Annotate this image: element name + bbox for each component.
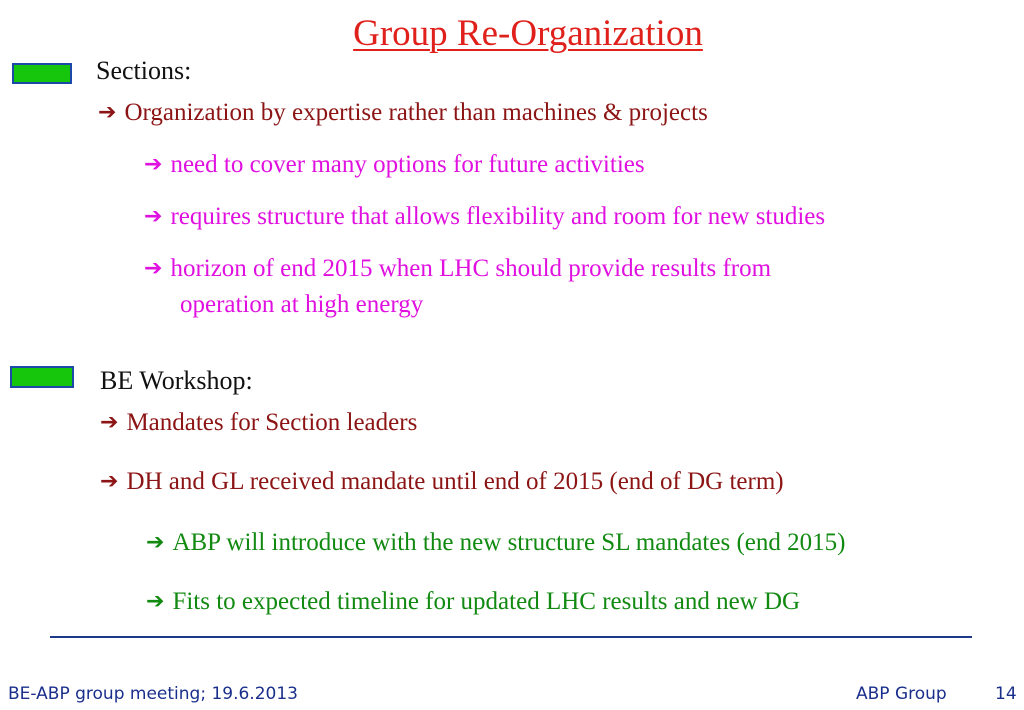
sections-marker bbox=[12, 63, 72, 84]
sections-sub-point-text: requires structure that allows flexibility and room for new studies bbox=[170, 203, 826, 230]
footer-group-name: ABP Group bbox=[856, 684, 947, 704]
workshop-point bbox=[100, 408, 417, 438]
sections-sub-point bbox=[144, 150, 645, 180]
workshop-heading: BE Workshop: bbox=[100, 366, 253, 395]
footer-divider bbox=[50, 636, 972, 638]
workshop-sub-point-text: ABP will introduce with the new structure SL mandates (end 2015) bbox=[172, 529, 846, 556]
workshop-sub-point-text: Fits to expected timeline for updated LHC results and new DG bbox=[172, 588, 801, 615]
right-arrow-icon: ➔ bbox=[144, 152, 163, 177]
sections-main-point bbox=[98, 98, 708, 128]
workshop-point bbox=[100, 467, 784, 497]
right-arrow-icon: ➔ bbox=[100, 410, 119, 435]
sections-main-point-text: Organization by expertise rather than machines & projects bbox=[124, 99, 708, 126]
slide-title: Group Re-Organization bbox=[353, 13, 703, 54]
page-number: 14 bbox=[995, 684, 1017, 704]
sections-heading: Sections: bbox=[96, 56, 192, 85]
right-arrow-icon: ➔ bbox=[100, 469, 119, 494]
footer-meeting-info: BE-ABP group meeting; 19.6.2013 bbox=[8, 684, 298, 704]
sections-sub-point-text: need to cover many options for future activities bbox=[170, 151, 645, 178]
right-arrow-icon: ➔ bbox=[146, 589, 165, 614]
workshop-point-text: Mandates for Section leaders bbox=[126, 409, 418, 436]
workshop-marker bbox=[10, 366, 74, 388]
sections-sub-point bbox=[144, 202, 825, 232]
workshop-sub-point bbox=[146, 587, 800, 617]
sections-sub-point-text: horizon of end 2015 when LHC should provide results from bbox=[170, 255, 772, 282]
right-arrow-icon: ➔ bbox=[98, 100, 117, 125]
workshop-sub-point bbox=[146, 528, 845, 558]
right-arrow-icon: ➔ bbox=[144, 204, 163, 229]
sections-sub-point-continuation: operation at high energy bbox=[180, 291, 424, 318]
right-arrow-icon: ➔ bbox=[144, 256, 163, 281]
sections-sub-point bbox=[144, 254, 771, 284]
right-arrow-icon: ➔ bbox=[146, 530, 165, 555]
workshop-point-text: DH and GL received mandate until end of 2015 (end of DG term) bbox=[126, 468, 784, 495]
